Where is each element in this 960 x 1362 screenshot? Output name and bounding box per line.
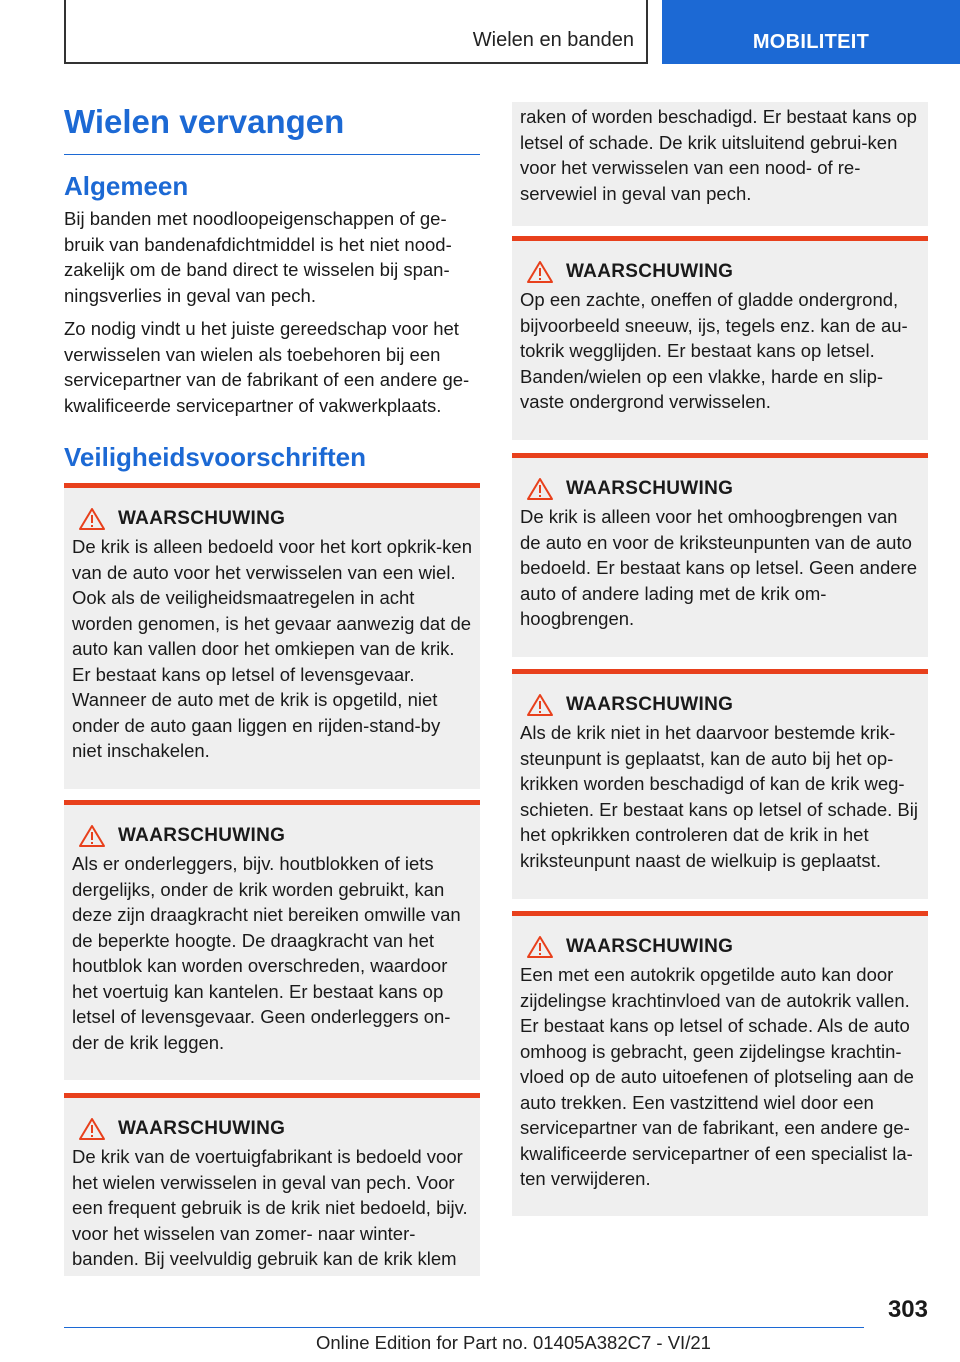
warning-text: De krik is alleen bedoeld voor het kort opkrik-ken van de auto voor het verwisselen van een wiel. Ook als de veiligheidsmaatregelen in acht worden genomen, is het gevaar aanwezig dat de auto kan vallen door het omkiepen van de krik. Er bestaat kans op letsel of levensgevaar. Wanneer de auto met de krik is opgetild, niet onder de auto gaan liggen en rijden-stand-by niet inschakelen. [72, 536, 472, 761]
warning-title: WAARSCHUWING [566, 478, 734, 499]
header-chapter-tab[interactable] [662, 0, 960, 64]
warning-triangle-icon [78, 824, 106, 848]
footer-divider [64, 1327, 864, 1328]
header-frame [64, 0, 648, 64]
header-chapter-label: MOBILITEIT [752, 31, 870, 53]
paragraph-algemeen-2: Zo nodig vindt u het juiste gereedschap voor het verwisselen van wielen als toebehoren bij een servicepartner van de fabrikant of een andere ge-kwalificeerde servicepartner of vakwerkplaats. [64, 318, 470, 416]
warning-title: WAARSCHUWING [566, 261, 734, 282]
footer-edition: Online Edition for Part no. 01405A382C7 - VI/21 [316, 1332, 711, 1353]
heading-algemeen: Algemeen [64, 171, 189, 201]
warning-triangle-icon [526, 260, 554, 284]
warning-box-7 [512, 911, 928, 1216]
page-number: 303 [887, 1296, 928, 1323]
warning-header [72, 506, 472, 532]
warning-title: WAARSCHUWING [118, 1118, 286, 1139]
warning-header [520, 259, 920, 285]
warning-triangle-icon [78, 1117, 106, 1141]
warning-box-5 [512, 453, 928, 657]
warning-text: De krik van de voertuigfabrikant is bedoeld voor het wielen verwisselen in geval van pech. Voor een frequent gebruik is de krik niet bedoeld, bijv. voor het wisselen van zomer- naar winter-banden. Bij veelvuldig gebruik kan de krik klem [72, 1146, 468, 1269]
warning-text: Als er onderleggers, bijv. houtblokken of iets dergelijks, onder de krik worden gebruikt, kan deze zijn draagkracht niet bereiken omwille van de beperkte hoogte. De draagkracht van het houtblok kan worden overschreden, waardoor het voertuig kan kantelen. Er bestaat kans op letsel of levensgevaar. Geen onderleggers on-der de krik leggen. [72, 853, 461, 1053]
section-algemeen [64, 170, 480, 426]
warning-triangle-icon [526, 693, 554, 717]
warning-header [72, 1116, 472, 1142]
warning-continuation-text: raken of worden beschadigd. Er bestaat kans op letsel of schade. De krik uitsluitend gebrui-ken voor het verwisselen van een nood- of re-servewiel in geval van pech. [520, 106, 917, 204]
warning-header [520, 934, 920, 960]
warning-text: Op een zachte, oneffen of gladde ondergrond, bijvoorbeeld sneeuw, ijs, tegels enz. kan de au-tokrik wegglijden. Er bestaat kans op letsel. Banden/wielen op een vlakke, harde en slip-vaste ondergrond verwisselen. [520, 289, 908, 412]
warning-title: WAARSCHUWING [566, 936, 734, 957]
section-veiligheid [64, 441, 480, 473]
warning-header [520, 692, 920, 718]
warning-triangle-icon [78, 507, 106, 531]
warning-triangle-icon [526, 935, 554, 959]
warning-text: Als de krik niet in het daarvoor bestemde krik-steunpunt is geplaatst, kan de auto bij het op-krikken worden beschadigd of kan de krik weg-schieten. Er bestaat kans op letsel of schade. Bij het opkrikken controleren dat de krik in het kriksteunpunt naast de wielkuip is geplaatst. [520, 722, 918, 871]
warning-title: WAARSCHUWING [118, 508, 286, 529]
warning-header [72, 823, 472, 849]
warning-box-6 [512, 669, 928, 899]
warning-box-4 [512, 236, 928, 440]
warning-triangle-icon [526, 477, 554, 501]
warning-box-3 [64, 1093, 480, 1276]
warning-text: De krik is alleen voor het omhoogbrengen van de auto en voor de kriksteunpunten van de auto bedoeld. Er bestaat kans op letsel. Geen andere auto of andere lading met de krik om-hoogbrengen. [520, 506, 917, 629]
warning-header [520, 476, 920, 502]
warning-title: WAARSCHUWING [566, 694, 734, 715]
warning-box-1 [64, 483, 480, 789]
page-title: Wielen vervangen [64, 102, 480, 155]
header-section-title: Wielen en banden [472, 29, 634, 51]
warning-text: Een met een autokrik opgetilde auto kan door zijdelingse krachtinvloed van de autokrik vallen. Er bestaat kans op letsel of schade. Als de auto omhoog is gebracht, geen zijdelingse krachtin-vloed op de auto uitoefenen of plotseling aan de auto trekken. Een vastzittend wiel door een servicepartner van de fabrikant, een andere ge-kwalificeerde servicepartner of een specialist la-ten verwijderen. [520, 964, 914, 1189]
warning-title: WAARSCHUWING [118, 825, 286, 846]
warning-continuation [512, 102, 928, 226]
heading-veiligheid: Veiligheidsvoorschriften [64, 442, 366, 472]
paragraph-algemeen-1: Bij banden met noodloopeigenschappen of ge-bruik van bandenafdichtmiddel is het niet nood-zakelijk om de band direct te wisselen bij span-ningsverlies in geval van pech. [64, 208, 452, 306]
warning-box-2 [64, 800, 480, 1080]
